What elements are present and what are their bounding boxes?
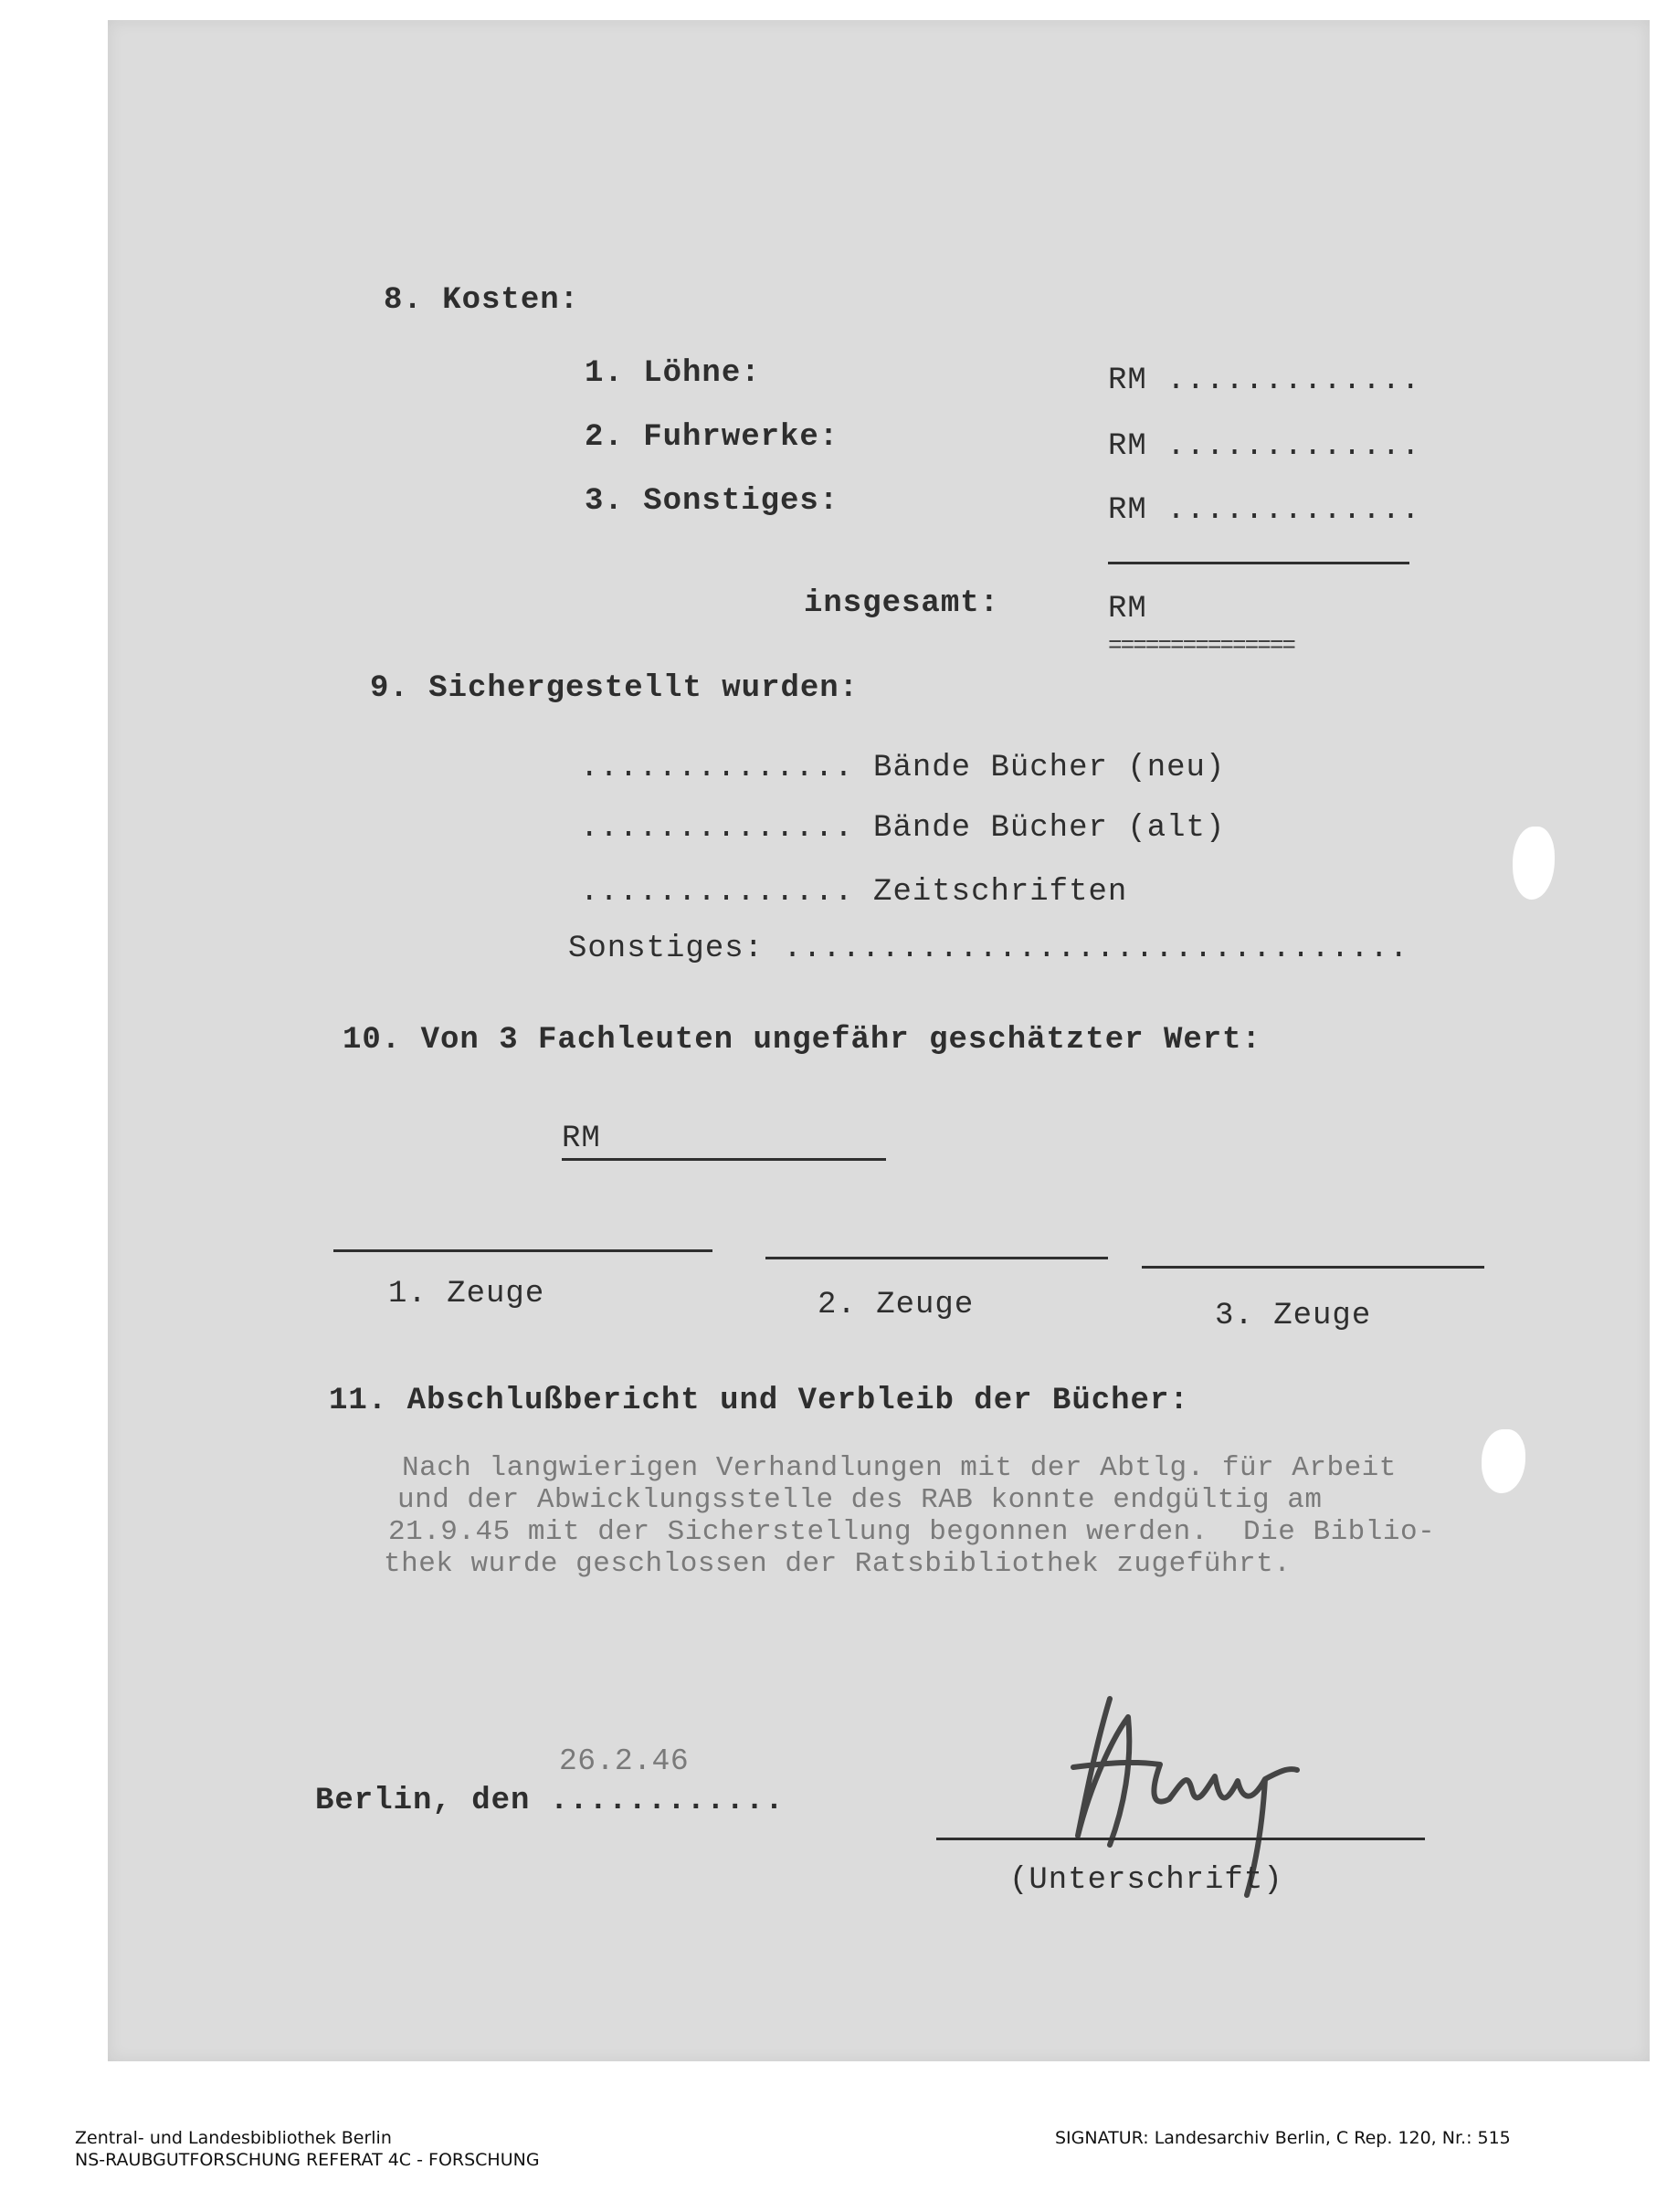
report-line-2: und der Abwicklungsstelle des RAB konnte endgültig am: [397, 1484, 1323, 1516]
cost-total-double-underline: ===============: [1108, 632, 1295, 659]
secured-periodicals: .............. Zeitschriften: [580, 875, 1128, 910]
report-line-4: thek wurde geschlossen der Ratsbibliothek zugeführt.: [384, 1548, 1292, 1580]
report-line-1: Nach langwierigen Verhandlungen mit der Abtlg. für Arbeit: [402, 1452, 1397, 1484]
estimated-value: RM: [562, 1122, 601, 1156]
section11-heading: 11. Abschlußbericht und Verbleib der Bücher:: [329, 1384, 1189, 1418]
witness3-signature-line: [1142, 1266, 1484, 1269]
cost-value-fuhrwerke: RM .............: [1108, 429, 1421, 464]
witness3-label: 3. Zeuge: [1215, 1299, 1372, 1333]
cost-label-loehne: 1. Löhne:: [585, 356, 761, 391]
cost-total-value: RM: [1108, 592, 1147, 627]
cost-label-sonstiges: 3. Sonstiges:: [585, 484, 839, 519]
cost-value-sonstiges: RM .............: [1108, 493, 1421, 528]
cost-total-label: insgesamt:: [804, 586, 1000, 621]
secured-books-old: .............. Bände Bücher (alt): [580, 811, 1226, 846]
cost-sum-rule: [1108, 562, 1409, 564]
section10-heading: 10. Von 3 Fachleuten ungefähr geschätzter Wert:: [343, 1023, 1261, 1058]
witness2-label: 2. Zeuge: [818, 1288, 975, 1322]
cost-value-loehne: RM .............: [1108, 363, 1421, 398]
witness1-label: 1. Zeuge: [388, 1277, 545, 1311]
cost-label-fuhrwerke: 2. Fuhrwerke:: [585, 420, 839, 455]
witness1-signature-line: [333, 1249, 712, 1252]
estimated-value-line: [562, 1158, 886, 1161]
closing-date: 26.2.46: [559, 1744, 690, 1778]
secured-other: Sonstiges: ................................: [568, 932, 1409, 966]
closing-place-date: Berlin, den ............: [315, 1784, 785, 1818]
witness2-signature-line: [765, 1257, 1108, 1259]
signature-caption: (Unterschrift): [1009, 1863, 1283, 1898]
section9-heading: 9. Sichergestellt wurden:: [370, 671, 860, 706]
section8-heading: 8. Kosten:: [384, 283, 580, 318]
footer-department: NS-RAUBGUTFORSCHUNG REFERAT 4C - FORSCHUNG: [75, 2150, 540, 2170]
footer-signature-ref: SIGNATUR: Landesarchiv Berlin, C Rep. 120, Nr.: 515: [1055, 2128, 1511, 2148]
secured-books-new: .............. Bände Bücher (neu): [580, 751, 1226, 785]
report-line-3: 21.9.45 mit der Sicherstellung begonnen werden. Die Biblio-: [388, 1516, 1436, 1548]
footer-institution: Zentral- und Landesbibliothek Berlin: [75, 2128, 392, 2148]
signature-line: [936, 1838, 1425, 1840]
